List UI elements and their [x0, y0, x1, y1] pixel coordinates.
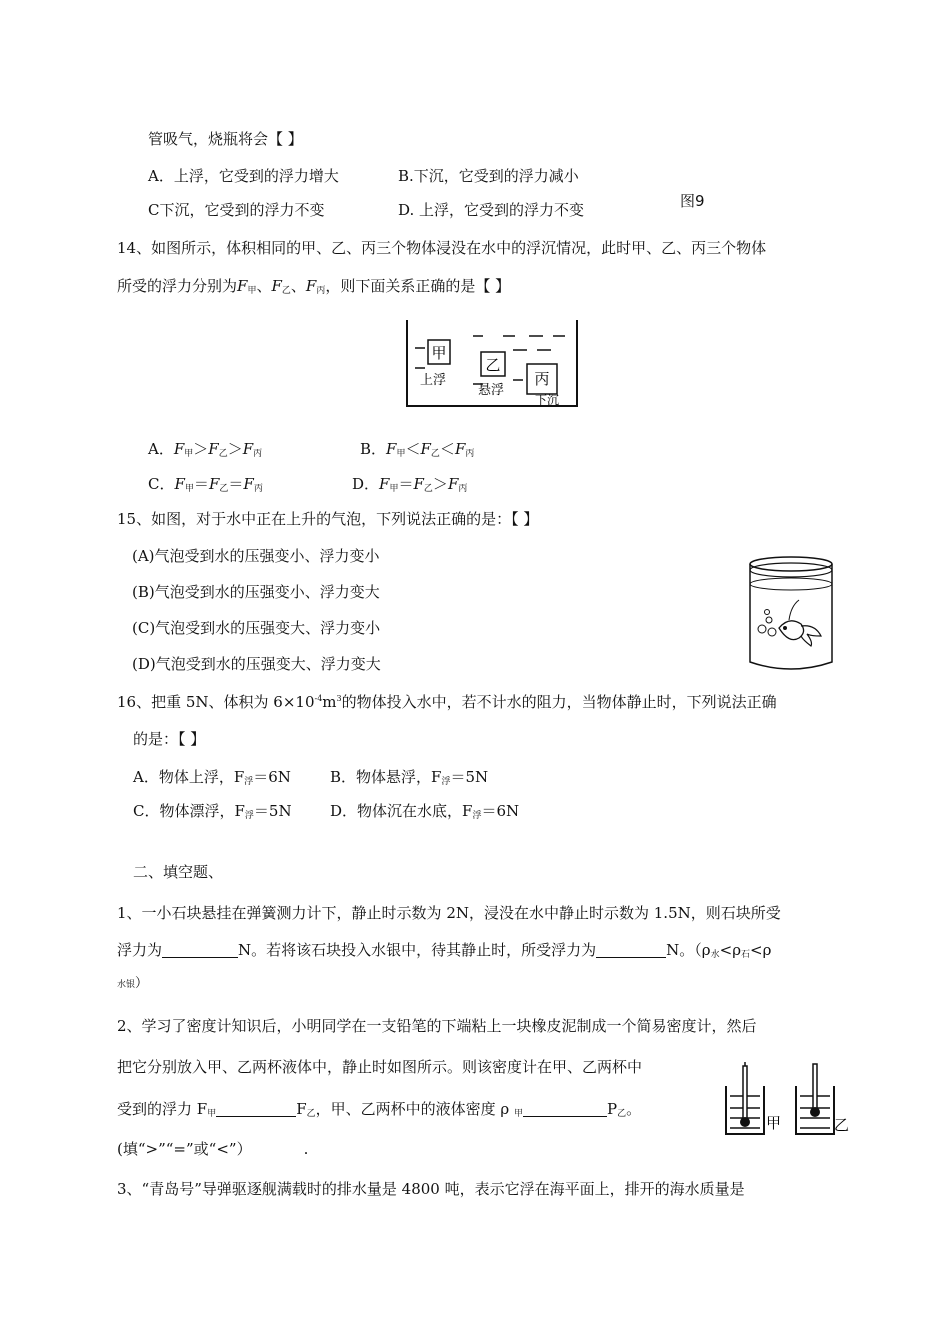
q14-option-c: C．$F_甲=F_乙=F_丙$ — [148, 475, 263, 494]
q16-option-c: C．物体漂浮，$F_浮=5N$ — [133, 802, 292, 821]
figure-9-label: 图9 — [680, 192, 705, 210]
q13-option-b: B.下沉，它受到的浮力减小 — [398, 167, 579, 185]
obj-bing-state: 下沉 — [534, 393, 560, 407]
q15-option-b: (B)气泡受到水的压强变小、浮力变大 — [132, 583, 380, 601]
q14-float-sink-diagram — [403, 318, 583, 410]
q16-option-a: A．物体上浮，$F_浮=6N$ — [133, 768, 291, 787]
obj-jia-label: 甲 — [431, 344, 447, 362]
q14-option-d: D．$F_甲=F_乙>F_丙$ — [352, 475, 468, 494]
fill1-line3: 水银） — [117, 976, 149, 991]
q15-option-a: (A)气泡受到水的压强变小、浮力变小 — [132, 547, 380, 565]
fish-bowl-bubble-figure — [745, 554, 837, 674]
q16-stem-line2: 的是：【 】 — [133, 730, 206, 748]
q14-option-b: B．$F_甲<F_乙<F_丙$ — [360, 440, 475, 459]
fill1-blank-2[interactable] — [596, 943, 666, 958]
fill1-line1: 1、一小石块悬挂在弹簧测力计下，静止时示数为 2N，浸没在水中静止时示数为 1.5N，则石块所受 — [117, 904, 781, 922]
fill2-line4: (填“>”“=”或“<”） . — [117, 1140, 309, 1158]
fill2-line2: 把它分别放入甲、乙两杯液体中，静止时如图所示。则该密度计在甲、乙两杯中 — [117, 1058, 643, 1076]
beaker-jia-label: 甲 — [766, 1114, 782, 1132]
obj-yi-label: 乙 — [485, 356, 501, 374]
fill1-blank-1[interactable] — [162, 943, 238, 958]
obj-jia-state: 上浮 — [419, 373, 447, 388]
fill1-line2: 浮力为 N。若将该石块投入水银中，待其静止时，所受浮力为 N。（$\rho_水<\rho_石<\rho$ — [117, 941, 772, 960]
densimeter-beakers-figure — [722, 1060, 850, 1140]
q13-option-c: C下沉，它受到的浮力不变 — [148, 201, 325, 219]
q13-stem: 管吸气，烧瓶将会【 】 — [148, 130, 303, 148]
fill2-blank-1[interactable] — [216, 1102, 296, 1117]
fill2-line3: 受到的浮力 $F_甲$ $F_乙$，甲、乙两杯中的液体密度 ρ $_甲$ $P_乙$。 — [117, 1100, 642, 1119]
q14-stem-line2: 所受的浮力分别为$F_甲$、$F_乙$、$F_丙$，则下面关系正确的是【 】 — [117, 277, 511, 296]
obj-bing-label: 丙 — [534, 370, 550, 388]
q14-stem-line1: 14、如图所示，体积相同的甲、乙、丙三个物体浸没在水中的浮沉情况，此时甲、乙、丙三个物体 — [117, 239, 767, 257]
q16-option-d: D．物体沉在水底，$F_浮=6N$ — [330, 802, 520, 821]
q15-option-d: (D)气泡受到水的压强变大、浮力变大 — [132, 655, 381, 673]
fill2-line1: 2、学习了密度计知识后，小明同学在一支铅笔的下端粘上一块橡皮泥制成一个简易密度计，然后 — [117, 1017, 757, 1035]
beaker-yi-label: 乙 — [834, 1116, 850, 1134]
q16-option-b: B．物体悬浮，$F_浮=5N$ — [330, 768, 489, 787]
fill2-blank-2[interactable] — [523, 1102, 607, 1117]
q16-stem-line1: 16、把重 5N、体积为 $6\times 10^{-4}m^3$的物体投入水中，若不计水的阻力，当物体静止时，下列说法正确 — [117, 693, 777, 711]
section-fill-in-title: 二、填空题、 — [133, 863, 224, 881]
q15-option-c: (C)气泡受到水的压强变大、浮力变小 — [132, 619, 381, 637]
q15-stem: 15、如图，对于水中正在上升的气泡，下列说法正确的是：【 】 — [117, 510, 539, 528]
obj-yi-state: 悬浮 — [477, 383, 505, 398]
q13-option-a: A．上浮，它受到的浮力增大 — [148, 167, 339, 185]
fill3-line1: 3、“青岛号”导弹驱逐舰满载时的排水量是 4800 吨，表示它浮在海平面上，排开的海水质量是 — [117, 1180, 745, 1198]
q13-option-d: D. 上浮，它受到的浮力不变 — [398, 201, 585, 219]
q14-option-a: A．$F_甲>F_乙>F_丙$ — [148, 440, 263, 459]
